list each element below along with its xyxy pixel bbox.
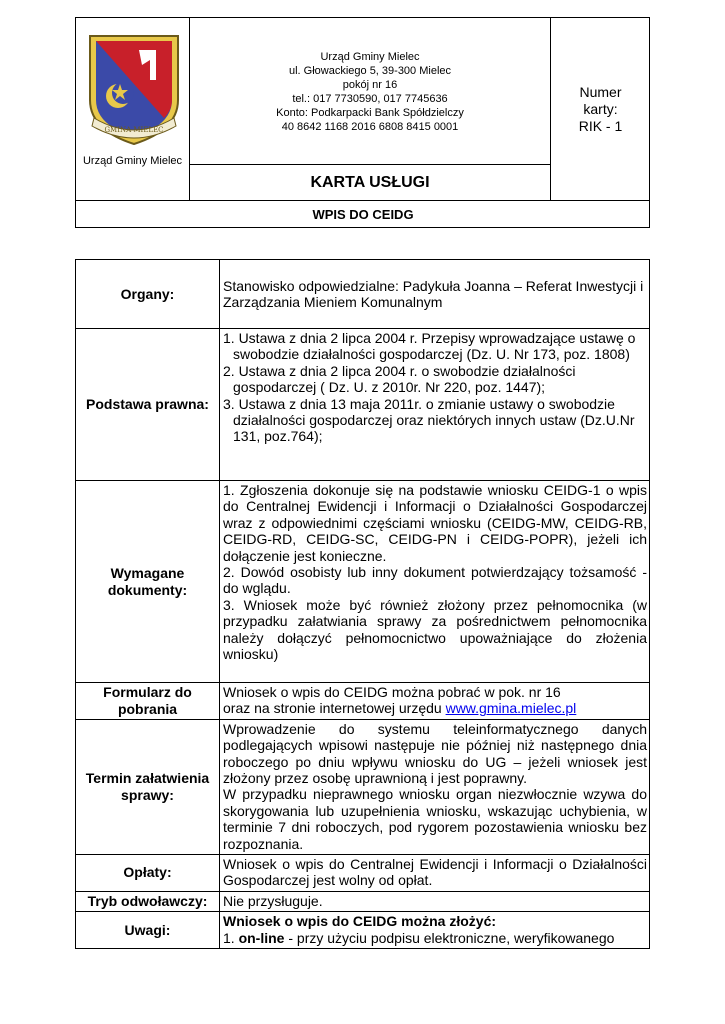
card-number-line: RIK - 1 (578, 117, 623, 134)
address-line: Urząd Gminy Mielec (320, 50, 420, 63)
table-row (76, 855, 650, 892)
notes-item-text: - przy użyciu podpisu elektroniczne, weryfikowanego (284, 929, 615, 946)
row-value-organy (220, 260, 650, 329)
gmina-crest-emblem (84, 30, 184, 148)
row-label-organy: Organy: (76, 260, 220, 329)
row-label-oplaty: Opłaty: (76, 855, 220, 892)
legal-basis-item: 2. Ustawa z dnia 2 lipca 2004 r. o swobodzie działalności gospodarczej ( Dz. U. z 2010r. Nr 220, poz. 1447); (223, 362, 576, 396)
required-document-item: 3. Wniosek może być również złożony przez pełnomocnika (w przypadku załatwiania sprawy za pośrednictwem pełnomocnika należy dołączyć pełnomocnictwo upoważniające do złożenia wniosku) (223, 596, 647, 663)
required-document-item: 1. Zgłoszenia dokonuje się na podstawie wniosku CEIDG-1 o wpis do Centralnej Ewidencji i Informacji o Działalności Gospodarczej wraz z odpowiednimi częściami wniosku (CEIDG-MW, CEIDG-RB, CEIDG-RD, CEIDG-SC, CEIDG-PN i CEIDG-POPR), jeżeli ich dołączenie jest konieczne. (223, 482, 647, 564)
incorrect-application-text: W przypadku nieprawnego wniosku organ niezwłocznie wzywa do skorygowania lub uzupełnienia wniosku, wskazując uchybienia, w terminie 7 dni roboczych, pod rygorem pozostawienia wniosku bez rozpoznania. (223, 786, 647, 852)
service-card-table (75, 259, 650, 949)
row-value-tryb: Nie przysługuje. (220, 891, 650, 911)
row-value-dokumenty (220, 481, 650, 683)
crest-caption: Urząd Gminy Mielec (82, 155, 183, 167)
row-label-tryb: Tryb odwoławczy: (76, 891, 220, 911)
row-label-termin: Termin załatwienia sprawy: (76, 719, 220, 854)
page-title: KARTA USŁUGI (310, 173, 430, 191)
address-line: ul. Głowackiego 5, 39-300 Mielec (288, 64, 452, 77)
form-download-text: Wniosek o wpis do CEIDG można pobrać w pok. nr 16 (223, 684, 561, 700)
table-row (76, 891, 650, 911)
row-label-uwagi: Uwagi: (76, 912, 220, 949)
address-line: tel.: 017 7730590, 017 7745636 (292, 92, 448, 105)
card-number-line: karty: (583, 100, 618, 117)
address-line: pokój nr 16 (342, 78, 398, 91)
notes-item-number: 1. (223, 929, 239, 946)
row-value-formularz (220, 683, 650, 720)
notes-item (223, 930, 647, 946)
table-row (76, 260, 650, 329)
organy-text: Stanowisko odpowiedzialne: Padykuła Joanna – Referat Inwestycji i Zarządzania Mieniem Komunalnym (223, 278, 644, 311)
legal-basis-item: 1. Ustawa z dnia 2 lipca 2004 r. Przepisy wprowadzające ustawę o swobodzie działalności gospodarczej (Dz. U. Nr 173, poz. 1808) (223, 330, 636, 363)
office-address (189, 18, 551, 165)
table-row (76, 912, 650, 949)
notes-heading: Wniosek o wpis do CEIDG można złożyć: (223, 913, 497, 930)
notes-item-bold: on-line (238, 929, 285, 946)
row-value-termin (220, 719, 650, 854)
gmina-website-link[interactable]: www.gmina.mielec.pl (445, 700, 577, 717)
table-row (76, 719, 650, 854)
header-box (75, 17, 650, 228)
card-number-line: Numer (579, 83, 622, 100)
table-row (76, 329, 650, 481)
processing-time-text: Wprowadzenie do systemu teleinformatycznego danych podlegających wpisowi następuje nie później niż następnego dnia roboczego po dniu wpływu wniosku do UG – jeżeli wniosek jest złożony przez osobę uprawnioną i jest poprawny. (223, 720, 647, 787)
row-value-uwagi (220, 912, 650, 949)
crest-motto: GMINA MIELEC (104, 126, 164, 134)
legal-basis-item: 3. Ustawa z dnia 13 maja 2011r. o zmianie ustawy o swobodzie działalności gospodarczej oraz niektórych innych ustaw (Dz.U.Nr 131, poz.764); (223, 395, 635, 445)
row-value-oplaty: Wniosek o wpis do Centralnej Ewidencji i Informacji o Działalności Gospodarczej jest wolny od opłat. (220, 855, 650, 892)
form-website-line (223, 700, 647, 716)
row-label-podstawa: Podstawa prawna: (76, 329, 220, 481)
card-number (551, 18, 650, 200)
row-label-dokumenty: Wymagane dokumenty: (76, 481, 220, 683)
address-line: 40 8642 1168 2016 6808 8415 0001 (281, 120, 459, 133)
page-subtitle: WPIS DO CEIDG (312, 206, 414, 222)
form-website-text: oraz na stronie internetowej urzędu (223, 700, 446, 717)
row-label-formularz: Formularz do pobrania (76, 683, 220, 720)
table-row (76, 481, 650, 683)
table-row (76, 683, 650, 720)
row-value-podstawa (220, 329, 650, 481)
address-line: Konto: Podkarpacki Bank Spółdzielczy (276, 106, 464, 119)
required-document-item: 2. Dowód osobisty lub inny dokument potwierdzający tożsamość - do wglądu. (223, 564, 647, 597)
